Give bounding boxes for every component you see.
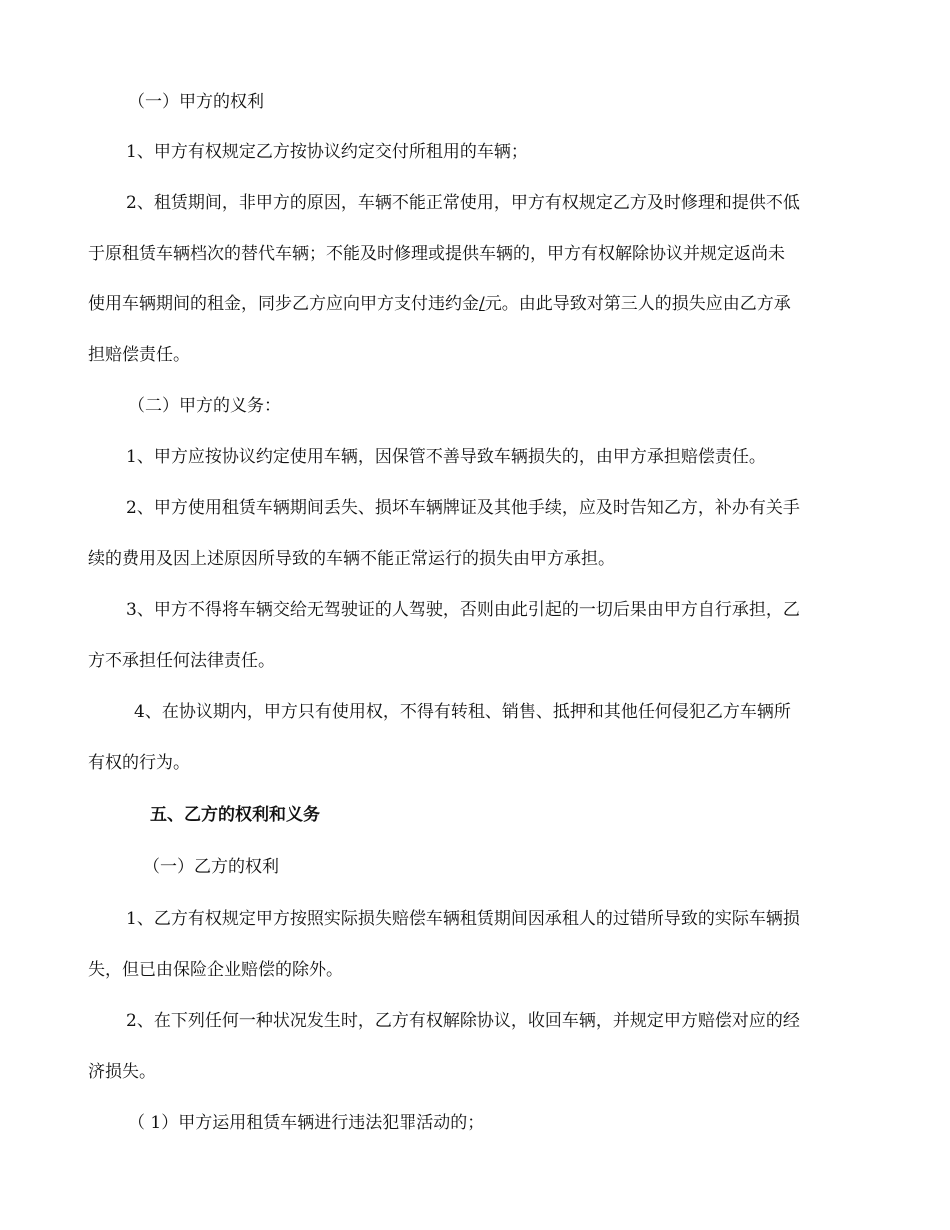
party-a-duty-4-line-2: 有权的行为。	[88, 753, 190, 773]
party-a-right-2-line-3	[88, 291, 863, 317]
party-a-right-2-line-4: 担赔偿责任。	[88, 345, 190, 365]
party-a-duty-3-line-1: 3、甲方不得将车辆交给无驾驶证的人驾驶，否则由此引起的一切后果由甲方自行承担，乙	[126, 600, 800, 620]
party-a-rights-heading: （一）甲方的权利	[128, 92, 264, 112]
party-b-right-2-line-2: 济损失。	[88, 1062, 156, 1082]
party-a-duty-3-line-2: 方不承担任何法律责任。	[88, 651, 275, 671]
party-b-right-1-line-1: 1、乙方有权规定甲方按照实际损失赔偿车辆租赁期间因承租人的过错所导致的实际车辆损	[126, 909, 800, 929]
party-a-duties-heading: （二）甲方的义务：	[128, 396, 281, 416]
party-a-duty-2-line-1: 2、甲方使用租赁车辆期间丢失、损坏车辆牌证及其他手续，应及时告知乙方，补办有关手	[126, 498, 800, 518]
section-5-title: 五、乙方的权利和义务	[150, 805, 320, 825]
party-b-right-2-item-1: （ 1）甲方运用租赁车辆进行违法犯罪活动的；	[128, 1113, 485, 1133]
party-b-right-1-line-2: 失，但已由保险企业赔偿的除外。	[88, 960, 343, 980]
party-a-right-1: 1、甲方有权规定乙方按协议约定交付所租用的车辆；	[126, 142, 528, 162]
party-a-duty-4-line-1: 4、在协议期内，甲方只有使用权，不得有转租、销售、抵押和其他任何侵犯乙方车辆所	[134, 702, 791, 722]
party-a-duty-1: 1、甲方应按协议约定使用车辆，因保管不善导致车辆损失的，由甲方承担赔偿责任。	[126, 447, 766, 467]
party-a-right-2-line-3-text: 使用车辆期间的租金，同步乙方应向甲方支付违约金	[88, 294, 479, 314]
party-b-right-2-line-1: 2、在下列任何一种状况发生时，乙方有权解除协议，收回车辆，并规定甲方赔偿对应的经	[126, 1011, 800, 1031]
party-a-right-2-line-2: 于原租赁车辆档次的替代车辆；不能及时修理或提供车辆的，甲方有权解除协议并规定返尚未	[88, 244, 785, 264]
penalty-amount-blank: /	[479, 294, 485, 314]
party-a-right-2-line-3-tail: 元。由此导致对第三人的损失应由乙方承	[484, 294, 791, 314]
party-a-duty-2-line-2: 续的费用及因上述原因所导致的车辆不能正常运行的损失由甲方承担。	[88, 549, 615, 569]
party-b-rights-heading: （一）乙方的权利	[143, 857, 279, 877]
party-a-right-2-line-1: 2、租赁期间，非甲方的原因，车辆不能正常使用，甲方有权规定乙方及时修理和提供不低	[126, 193, 800, 213]
